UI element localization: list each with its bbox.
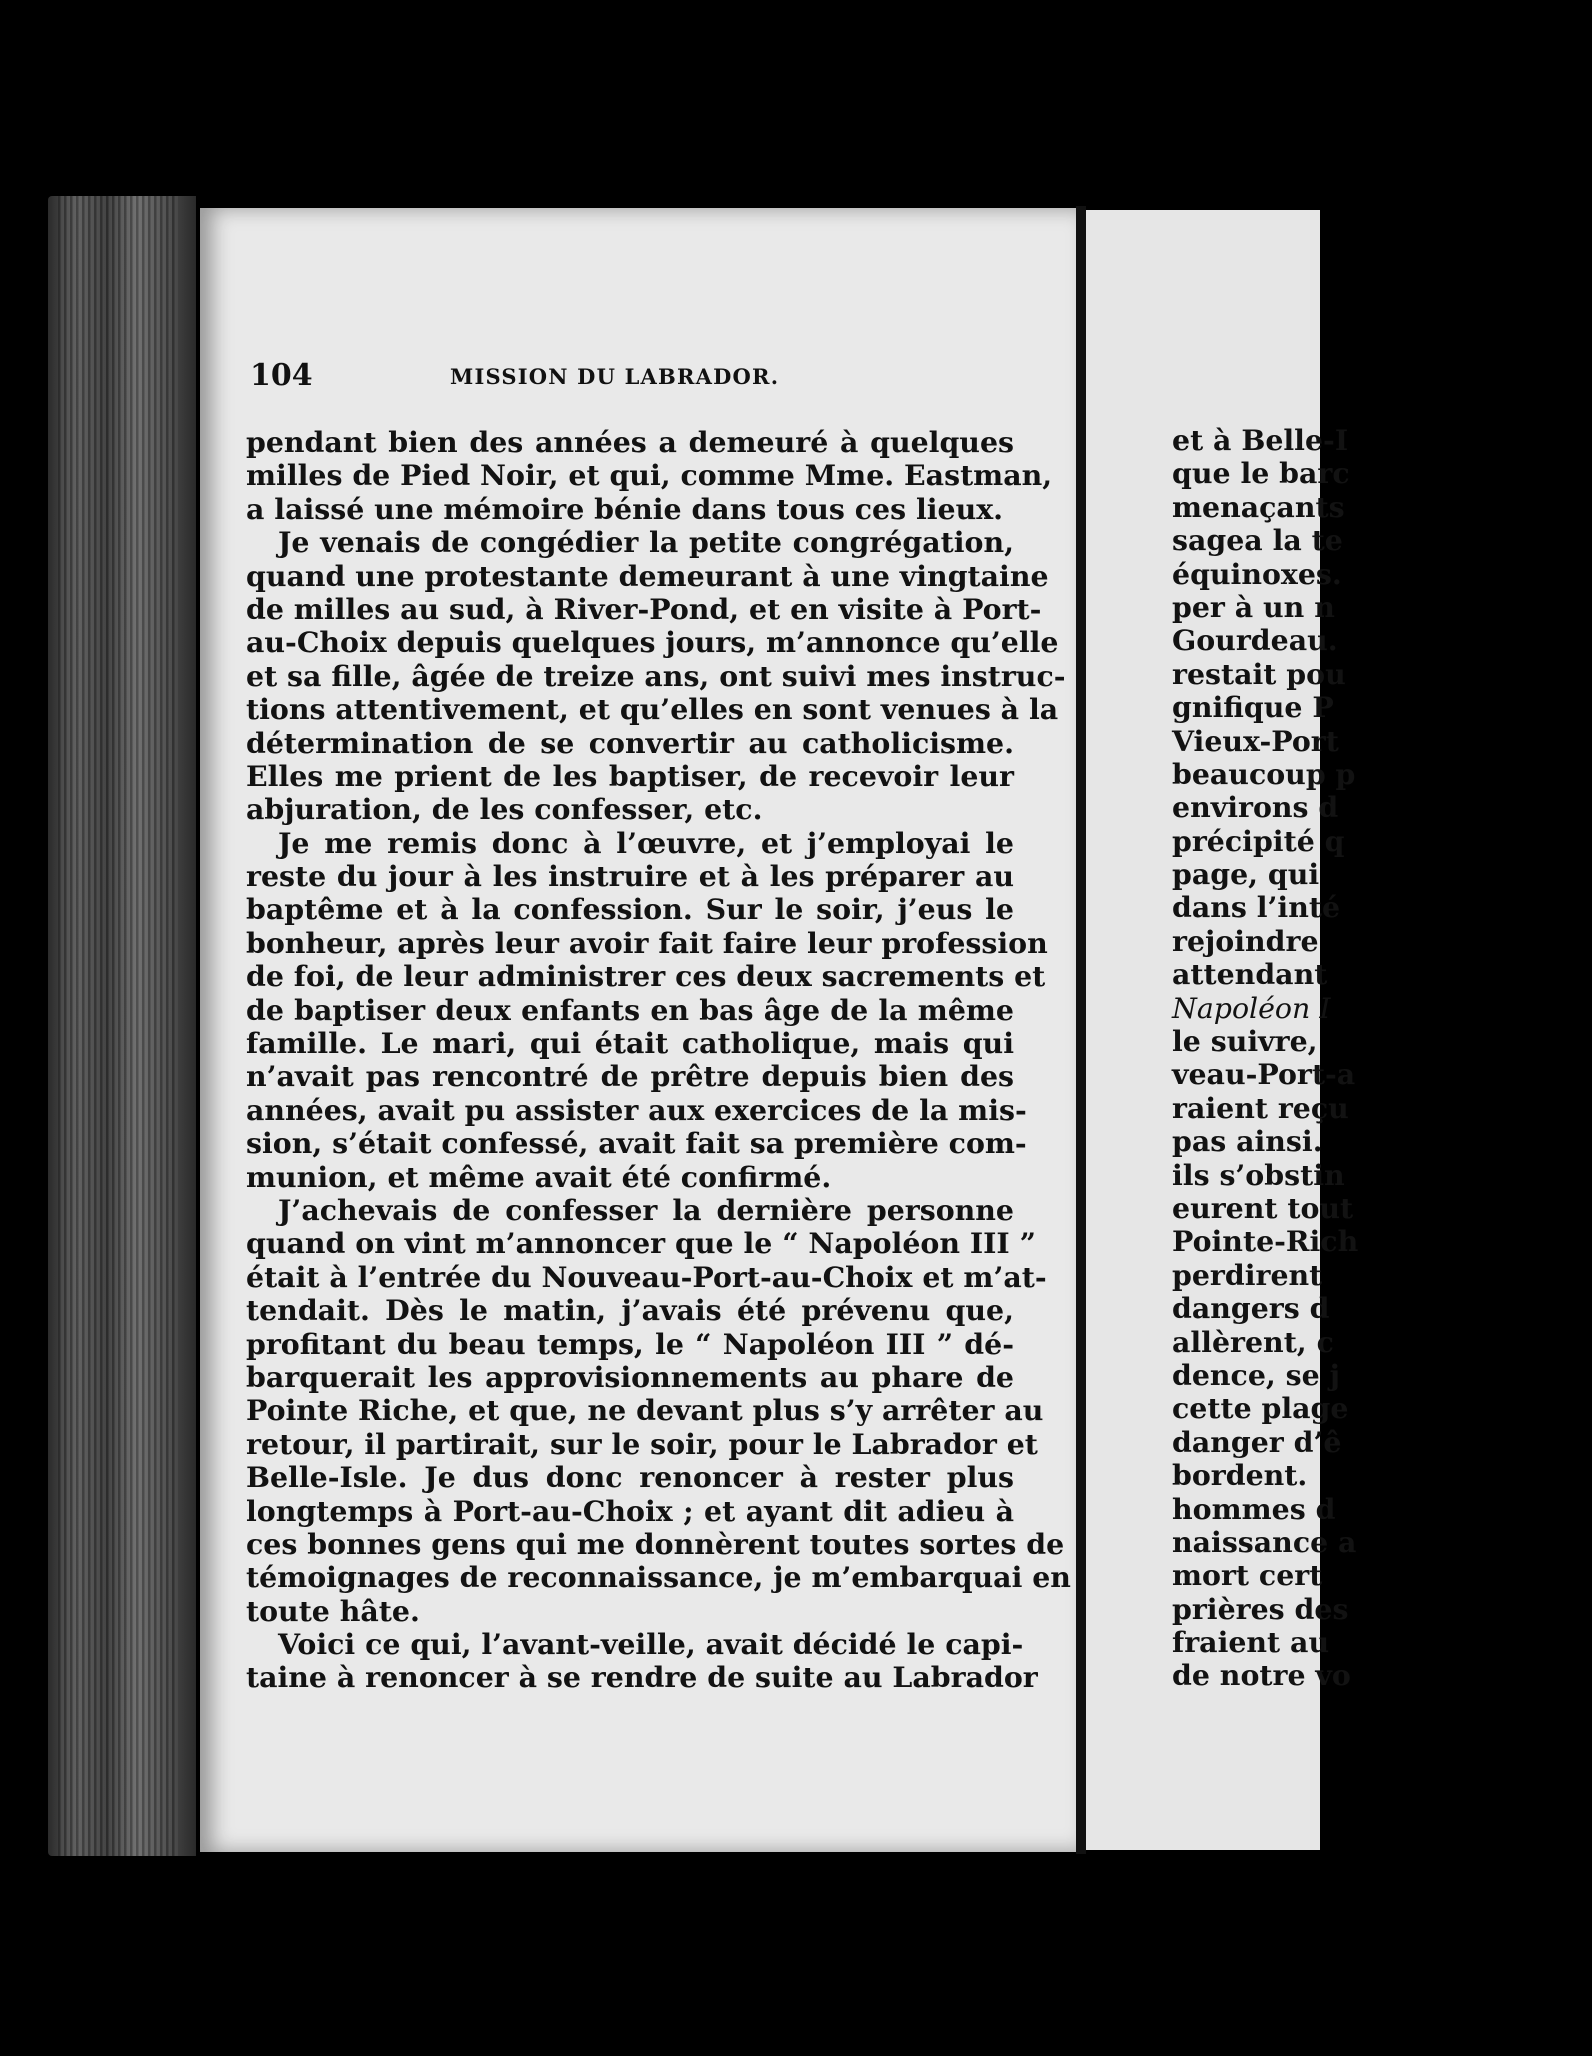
text-line: environs d xyxy=(1172,790,1339,825)
text-line: fraient au xyxy=(1172,1625,1330,1660)
text-line: perdirent xyxy=(1172,1257,1323,1292)
text-line: Je venais de congédier la petite congrégation, xyxy=(278,525,1014,560)
text-line: munion, et même avait été confirmé. xyxy=(246,1159,832,1194)
text-line: rejoindre xyxy=(1172,923,1319,958)
text-line: reste du jour à les instruire et à les préparer au xyxy=(246,859,1014,894)
text-line: Je me remis donc à l’œuvre, et j’employai le xyxy=(278,825,1014,860)
text-line: longtemps à Port-au-Choix ; et ayant dit adieu à xyxy=(246,1493,1014,1528)
text-line: années, avait pu assister aux exercices de la mis- xyxy=(246,1092,1027,1127)
text-line: tions attentivement, et qu’elles en sont venues à la xyxy=(246,692,1059,727)
text-line: toute hâte. xyxy=(246,1593,420,1628)
text-line: Elles me prient de les baptiser, de recevoir leur xyxy=(246,758,1014,793)
text-line: tendait. Dès le matin, j’avais été prévenu que, xyxy=(246,1293,1014,1328)
text-line: famille. Le mari, qui était catholique, mais qui xyxy=(246,1026,1014,1061)
page-gutter xyxy=(1076,206,1086,1854)
text-line: hommes d xyxy=(1172,1491,1336,1526)
text-line: veau-Port-a xyxy=(1172,1057,1356,1092)
left-page xyxy=(200,208,1076,1852)
text-line: précipité q xyxy=(1172,823,1345,858)
text-line: et sa fille, âgée de treize ans, ont suivi mes instruc- xyxy=(246,658,1066,693)
text-line: dangers d xyxy=(1172,1291,1330,1326)
text-line: naissance a xyxy=(1172,1524,1357,1559)
text-line: J’achevais de confesser la dernière personne xyxy=(278,1192,1014,1227)
text-line: Pointe-Rich xyxy=(1172,1224,1359,1259)
text-line: prières des xyxy=(1172,1591,1349,1626)
text-line: Vieux-Port xyxy=(1172,723,1339,758)
text-line: de foi, de leur administrer ces deux sacrements et xyxy=(246,959,1046,994)
text-line: sagea la te xyxy=(1172,523,1343,558)
text-line: bordent. xyxy=(1172,1458,1308,1493)
text-line: pendant bien des années a demeuré à quelques xyxy=(246,425,1014,459)
text-line: restait pou xyxy=(1172,656,1346,691)
text-line: milles de Pied Noir, et qui, comme Mme. Eastman, xyxy=(246,458,1053,493)
text-line: beaucoup p xyxy=(1172,756,1356,791)
text-line: attendant xyxy=(1172,957,1328,992)
text-line: sion, s’était confessé, avait fait sa première com- xyxy=(246,1126,1027,1161)
text-line: taine à renoncer à se rendre de suite au Labrador xyxy=(246,1660,1038,1695)
left-page-body-text xyxy=(246,425,1071,1695)
text-line: dence, se j xyxy=(1172,1357,1340,1392)
text-line: Voici ce qui, l’avant-veille, avait décidé le capi- xyxy=(278,1627,1024,1662)
text-line: le suivre, xyxy=(1172,1024,1318,1059)
right-page xyxy=(1086,210,1359,1850)
text-line: retour, il partirait, sur le soir, pour le Labrador et xyxy=(246,1426,1038,1461)
text-line: était à l’entrée du Nouveau-Port-au-Choix et m’at- xyxy=(246,1259,1047,1294)
text-line: profitant du beau temps, le “ Napoléon III ” dé- xyxy=(246,1326,1014,1361)
text-line: au-Choix depuis quelques jours, m’annonce qu’elle xyxy=(246,625,1059,660)
text-line: baptême et à la confession. Sur le soir, j’eus le xyxy=(246,892,1014,927)
text-line: gnifique P xyxy=(1172,690,1334,725)
text-line: eurent tout xyxy=(1172,1190,1354,1225)
text-line: témoignages de reconnaissance, je m’embarquai en xyxy=(246,1560,1071,1595)
text-line: quand on vint m’annoncer que le “ Napoléon III ” xyxy=(246,1226,1036,1261)
text-line: page, qui xyxy=(1172,857,1320,892)
right-page-body-text xyxy=(1172,424,1592,1693)
book-spine-edge xyxy=(48,196,196,1856)
text-line: ils s’obstin xyxy=(1172,1157,1345,1192)
text-line: pas ainsi. xyxy=(1172,1124,1323,1159)
text-line: bonheur, après leur avoir fait faire leur profession xyxy=(246,925,1048,960)
text-line: dans l’inté xyxy=(1172,890,1341,925)
text-line: Belle-Isle. Je dus donc renoncer à rester plus xyxy=(246,1460,1014,1495)
text-line: raient reçu xyxy=(1172,1090,1349,1125)
running-title: MISSION DU LABRADOR. xyxy=(450,364,780,389)
text-line: de milles au sud, à River-Pond, et en visite à Port- xyxy=(246,591,1042,626)
text-line: allèrent, c xyxy=(1172,1324,1334,1359)
text-line: abjuration, de les confesser, etc. xyxy=(246,792,763,827)
text-line: Napoléon I xyxy=(1172,991,1331,1025)
text-line: mort cert xyxy=(1172,1558,1323,1593)
text-line: barquerait les approvisionnements au phare de xyxy=(246,1359,1014,1394)
text-line: et à Belle-I xyxy=(1172,423,1349,457)
text-line: équinoxes. xyxy=(1172,556,1342,591)
text-line: quand une protestante demeurant à une vingtaine xyxy=(246,558,1049,593)
text-line: que le barc xyxy=(1172,456,1350,491)
text-line: danger d’ê xyxy=(1172,1424,1342,1459)
text-line: n’avait pas rencontré de prêtre depuis bien des xyxy=(246,1059,1014,1094)
text-line: cette plage xyxy=(1172,1391,1349,1426)
text-line: Pointe Riche, et que, ne devant plus s’y arrêter au xyxy=(246,1393,1044,1428)
running-head xyxy=(250,358,1010,398)
text-line: Gourdeau. xyxy=(1172,623,1338,658)
text-line: de notre vo xyxy=(1172,1658,1351,1693)
text-line: menaçants xyxy=(1172,489,1345,524)
text-line: détermination de se convertir au catholicisme. xyxy=(246,725,1014,760)
text-line: de baptiser deux enfants en bas âge de la même xyxy=(246,992,1014,1027)
page-number: 104 xyxy=(250,358,313,393)
text-line: per à un n xyxy=(1172,589,1335,624)
text-line: ces bonnes gens qui me donnèrent toutes sortes de xyxy=(246,1526,1065,1561)
text-line: a laissé une mémoire bénie dans tous ces lieux. xyxy=(246,491,1004,526)
